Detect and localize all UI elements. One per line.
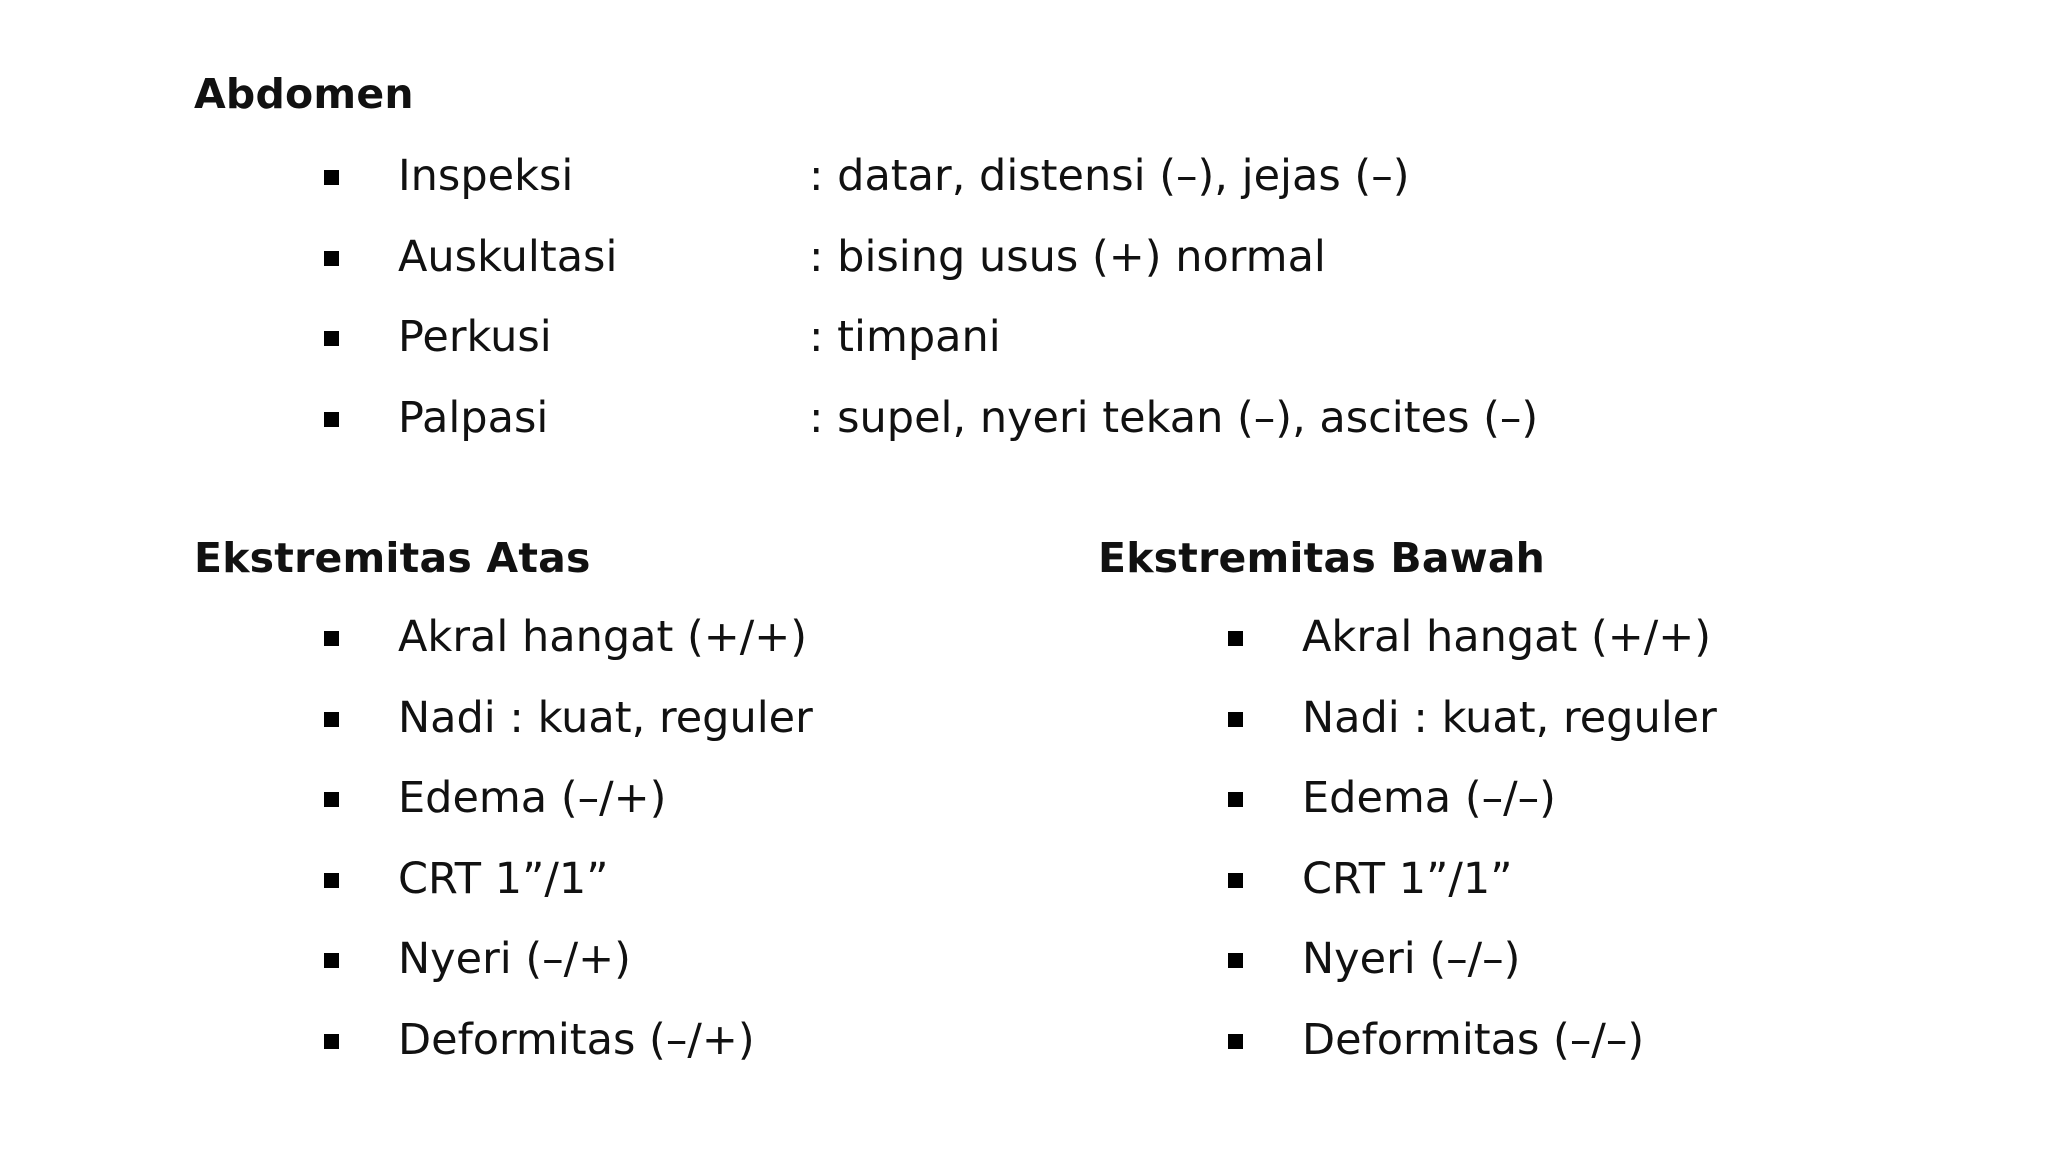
list-item (1228, 597, 1988, 678)
bullet-icon (324, 170, 339, 185)
list-item-text: Akral hangat (+/+) (398, 612, 808, 662)
list-item-text: Akral hangat (+/+) (1302, 612, 1712, 662)
list-item (324, 839, 1084, 920)
exam-value: : timpani (809, 312, 1001, 362)
bullet-icon (1228, 873, 1243, 888)
list-item (324, 678, 1084, 759)
list-item (324, 597, 1084, 678)
list-item-text: Edema (–/–) (1302, 773, 1556, 823)
ekstremitas-bawah-heading: Ekstremitas Bawah (1098, 534, 1546, 582)
abdomen-item-auskultasi (324, 217, 1724, 298)
bullet-icon (1228, 1034, 1243, 1049)
list-item-text: Nyeri (–/+) (398, 934, 631, 984)
list-item-text: Deformitas (–/–) (1302, 1014, 1645, 1065)
list-item (1228, 758, 1988, 839)
list-item-text: CRT 1”/1” (398, 853, 609, 904)
abdomen-item-palpasi (324, 378, 1724, 459)
list-item (1228, 839, 1988, 920)
list-item-text: Nadi : kuat, reguler (1302, 692, 1717, 743)
bullet-icon (1228, 792, 1243, 807)
list-item-text: CRT 1”/1” (1302, 853, 1513, 904)
bullet-icon (1228, 712, 1243, 727)
exam-value: : bising usus (+) normal (809, 231, 1326, 282)
list-item (324, 758, 1084, 839)
bullet-icon (324, 792, 339, 807)
exam-label: Auskultasi (398, 231, 618, 282)
ekstremitas-bawah-list (1228, 597, 1988, 1080)
bullet-icon (1228, 631, 1243, 646)
bullet-icon (1228, 953, 1243, 968)
exam-label: Inspeksi (398, 151, 574, 201)
list-item (1228, 1000, 1988, 1081)
list-item (1228, 919, 1988, 1000)
bullet-icon (324, 712, 339, 727)
bullet-icon (324, 953, 339, 968)
bullet-icon (324, 331, 339, 346)
exam-label: Palpasi (398, 392, 549, 443)
abdomen-item-perkusi (324, 297, 1724, 378)
exam-value: : supel, nyeri tekan (–), ascites (–) (809, 392, 1539, 443)
exam-label: Perkusi (398, 312, 552, 362)
abdomen-list (324, 136, 1724, 458)
list-item-text: Deformitas (–/+) (398, 1014, 755, 1065)
abdomen-heading: Abdomen (194, 70, 414, 118)
list-item-text: Nadi : kuat, reguler (398, 692, 813, 743)
abdomen-item-inspeksi (324, 136, 1724, 217)
bullet-icon (324, 412, 339, 427)
list-item (324, 1000, 1084, 1081)
ekstremitas-atas-list (324, 597, 1084, 1080)
exam-value: : datar, distensi (–), jejas (–) (809, 151, 1410, 201)
list-item-text: Edema (–/+) (398, 773, 667, 823)
ekstremitas-atas-heading: Ekstremitas Atas (194, 534, 591, 582)
bullet-icon (324, 873, 339, 888)
bullet-icon (324, 251, 339, 266)
list-item (324, 919, 1084, 1000)
bullet-icon (324, 631, 339, 646)
list-item (1228, 678, 1988, 759)
list-item-text: Nyeri (–/–) (1302, 934, 1521, 984)
bullet-icon (324, 1034, 339, 1049)
